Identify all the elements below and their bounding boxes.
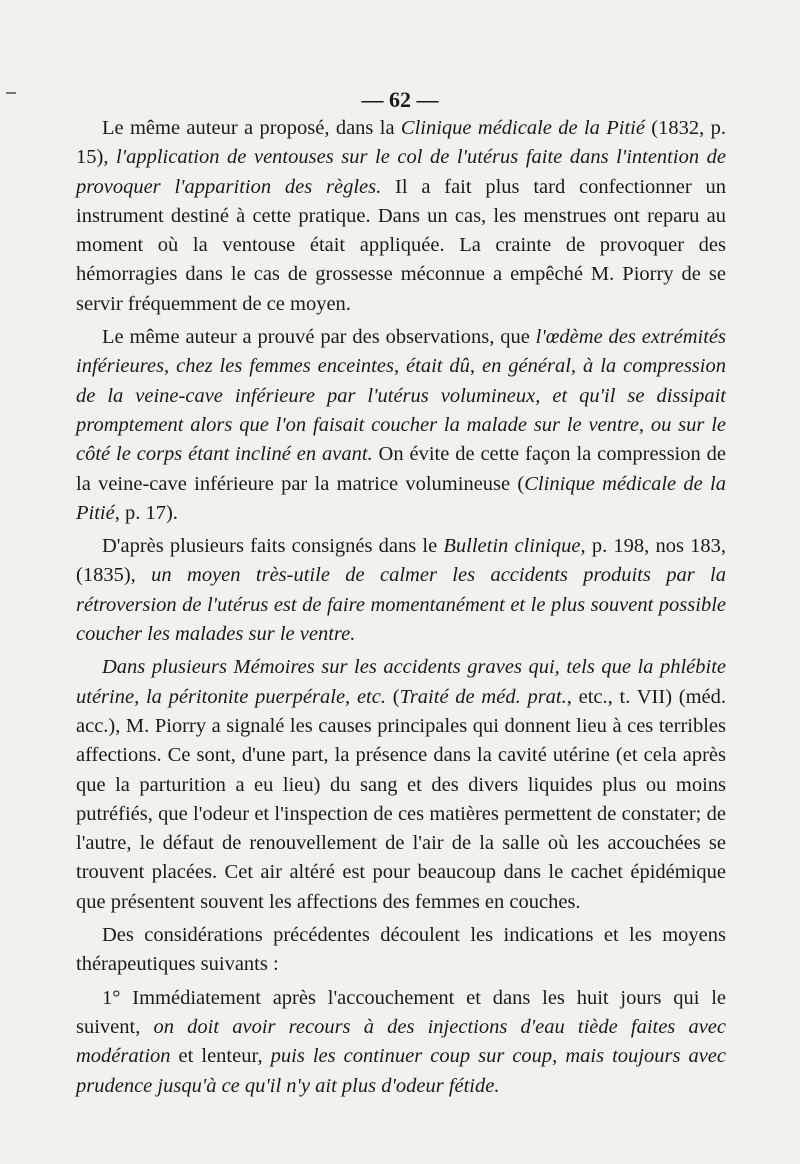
text-segment: (1832, p. 15), — [76, 117, 726, 169]
paragraph-p6 — [76, 984, 726, 1101]
text-segment: et lenteur, — [170, 1045, 271, 1068]
italic-text: Traité de méd. prat. — [399, 685, 567, 708]
italic-text: Bulletin clinique — [443, 535, 581, 558]
paragraph-p5 — [76, 921, 726, 980]
page-number: — 62 — — [361, 87, 439, 112]
text-segment: Des considérations précédentes découlent les indications et les moyens thérapeutiques suivants : — [76, 924, 726, 976]
italic-text: on doit avoir recours à des injections d'eau tiède faites avec modération — [76, 1015, 726, 1068]
italic-text: Dans plusieurs Mémoires sur les accidents graves qui, tels que la phlébite utérine, la péritonite puerpérale, etc. — [76, 656, 726, 708]
paragraph-p3 — [76, 532, 726, 649]
text-segment: Le même auteur a proposé, dans la — [102, 117, 401, 139]
text-segment: , p. 17). — [114, 501, 178, 524]
paragraph-p1 — [76, 114, 726, 319]
text-segment: , p. 198, nos 183, (1835), — [76, 535, 726, 587]
text-segment: Il a fait plus tard confectionner un instrument destiné à cette pratique. Dans un cas, les menstrues ont reparu au moment où la ventouse était appliquée. La crainte de provoquer des hémorragies dans le cas de grossesse méconnue a empêché M. Piorry de se servir fréquemment de ce moyen. — [76, 175, 726, 315]
text-segment: ( — [385, 685, 400, 708]
text-segment: On évite de cette façon la compression de la veine-cave inférieure par la matrice volumineuse ( — [76, 443, 726, 495]
italic-text: Clinique médicale de la Pitié — [76, 472, 726, 524]
italic-text: un moyen très-utile de calmer les accidents produits par la rétroversion de l'utérus est de faire momentanément et le plus souvent possible coucher les malades sur le ventre. — [76, 564, 726, 646]
body-text — [76, 114, 726, 1105]
paragraph-p2 — [76, 323, 726, 528]
italic-text: puis les continuer coup sur coup, mais toujours avec prudence jusqu'à ce qu'il n'y ait plus d'odeur fétide. — [76, 1045, 726, 1097]
text-segment: Le même auteur a prouvé par des observations, que — [102, 326, 536, 349]
italic-text: l'application de ventouses sur le col de l'utérus faite dans l'intention de provoquer l'apparition des règles. — [76, 146, 726, 198]
italic-text: Clinique médicale de la Pitié — [400, 117, 645, 139]
text-segment: 1° Immédiatement après l'accouchement et dans les huit jours qui le suivent, — [76, 986, 726, 1038]
paragraph-p4 — [76, 653, 726, 917]
italic-text: l'œdème des extrémités inférieures, chez les femmes enceintes, était dû, en général, à la compression de la veine-cave inférieure par l'utérus volumineux, et qu'il se dissipait promptement alors que l'on faisait coucher la malade sur le ventre, ou sur le côté le corps étant incliné en avant. — [76, 326, 726, 466]
text-segment: , etc., t. VII) (méd. acc.), M. Piorry a signalé les causes principales qui donnent lieu à ces terribles affections. Ce sont, d'une part, la présence dans la cavité utérine (et cela après que la parturition a eu lieu) du sang et des divers liquides plus ou moins putréfiés, que l'odeur et l'inspection de ces matières permettent de constater; de l'autre, le défaut de renouvellement de l'air de la salle où les accouchées se trouvent placées. Cet air altéré est pour beaucoup dans le cachet épidémique que présentent souvent les affections des femmes en couches. — [76, 685, 727, 913]
text-segment: D'après plusieurs faits consignés dans le — [102, 535, 444, 558]
